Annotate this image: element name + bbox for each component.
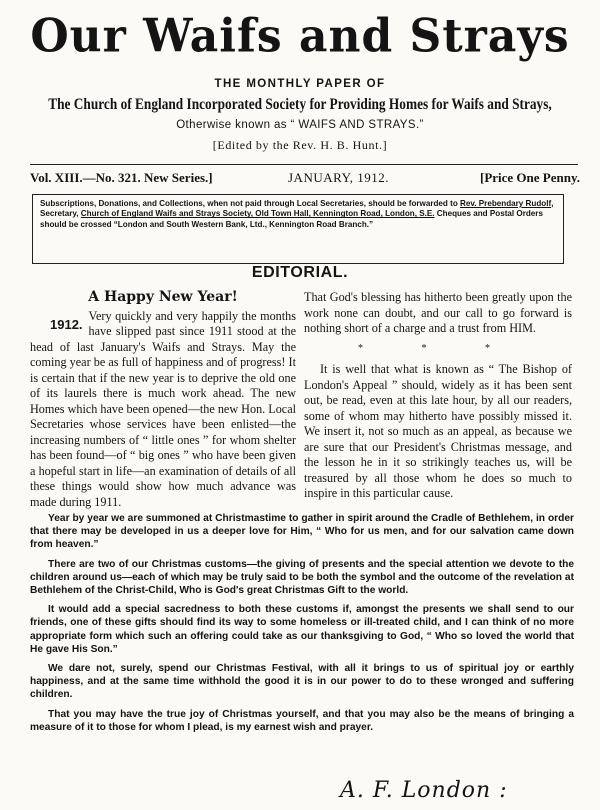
notice-text-3: Cheques and Postal Orders should be crossed “London and South Western Bank, Ltd., Kennington Road Branch.” [40,209,543,229]
appeal-paragraph-3: It would add a special sacredness to both these customs if, amongst the presents we shall send to our friends, one of these gifts should find its way to some homeless or ill-treated child, and I can think of no more appropriate form which such an offering could take as our thanksgiving to God, “ Who so loved the world that He gave His Son.” [30,604,574,655]
appeal-paragraph-1: Year by year we are summoned at Christmastime to gather in spirit around the Cradle of Bethlehem, in order that there may be developed in us a deeper love for Him, “ Who for us men, and for our salvation came down from heaven.” [30,513,574,551]
editorial-paragraph-2: That God's blessing has hitherto been greatly upon the work none can doubt, and our call to go forward is nothing short of a charge and a trust from HIM. [304,290,572,335]
notice-text-1: Subscriptions, Donations, and Collections, when not paid through Local Secretaries, should be forwarded to [40,199,461,208]
left-column [30,290,296,510]
editorial-paragraph-3: It is well that what is known as “ The Bishop of London's Appeal ” should, widely as it has been sent out, be read, even at this late hour, by all our readers, some of whom may hitherto have possibly missed it. We insert it, not so much as an appeal, as because we are sure that our President's Christmas message, and the lesson he in it so strikingly teaches us, will be treasured by all those whom he does so much to inspire in this particular cause. [304,362,572,500]
year-label: 1912. [50,316,83,332]
editorial-heading: EDITORIAL. [251,264,349,281]
volume-number: Vol. XIII.—No. 321. New Series.] [30,170,213,185]
editorial-text-1: Very quickly and very happily the months have slipped past since 1911 stood at the head of last January's Waifs and Strays. May the coming year be as full of happiness and of progress! It is certain that if the new year is to deprive the old one of its laurels there is much work ahead. The new Homes which have been opened—the new Hon. Local Secretaries whose services have been enlisted—the increasing numbers of “ little ones ” for whom shelter has been found—of “ big ones ” who have been given a hopeful start in life—an examination of details of all these things would show how much advance was made during 1911. [30,308,297,509]
appeal-paragraph-5: That you may have the true joy of Christmas yourself, and that you may also be the means of bringing a measure of it to those for whom I plead, is my earnest wish and prayer. [30,708,574,733]
otherwise-known: Otherwise known as “ WAIFS AND STRAYS.” [176,119,424,131]
issue-date: JANUARY, 1912. [288,170,390,185]
masthead-title: Our Waifs and Strays [30,9,570,64]
signature: A. F. London : [340,778,508,803]
society-name: The Church of England Incorporated Society for Providing Homes for Waifs and Strays, [48,96,552,113]
editorial-paragraph-1 [30,309,296,511]
bishop-appeal [30,512,574,740]
masthead-subtitle: THE MONTHLY PAPER OF [214,78,386,90]
notice-address: Church of England Waifs and Strays Society, Old Town Hall, Kennington Road, London, S.E. [80,209,435,219]
appeal-paragraph-4: We dare not, surely, spend our Christmas Festival, with all it brings to us of spiritual joy or earthly happiness, and at the same time withhold the good it is in our power to do to these wronged and suffering children. [30,663,574,701]
editor-line: [Edited by the Rev. H. B. Hunt.] [212,138,388,152]
notice-secretary: Rev. Prebendary Rudolf [460,199,552,208]
top-rule [30,164,578,165]
issue-price: [Price One Penny. [479,170,580,185]
appeal-paragraph-2: There are two of our Christmas customs—the giving of presents and the special attention we devote to the children around us—each of which may be truly said to be both the symbol and the outcome of the revelation at Bethlehem of the Christ-Child, Who is God's great Christmas Gift to the world. [30,558,574,597]
issue-line [30,170,580,190]
notice-text-2: , Secretary, [40,199,554,219]
subscription-notice [32,194,564,264]
right-column [304,290,572,502]
new-year-heading: A Happy New Year! [88,289,238,305]
section-stars: * * * [358,342,518,354]
